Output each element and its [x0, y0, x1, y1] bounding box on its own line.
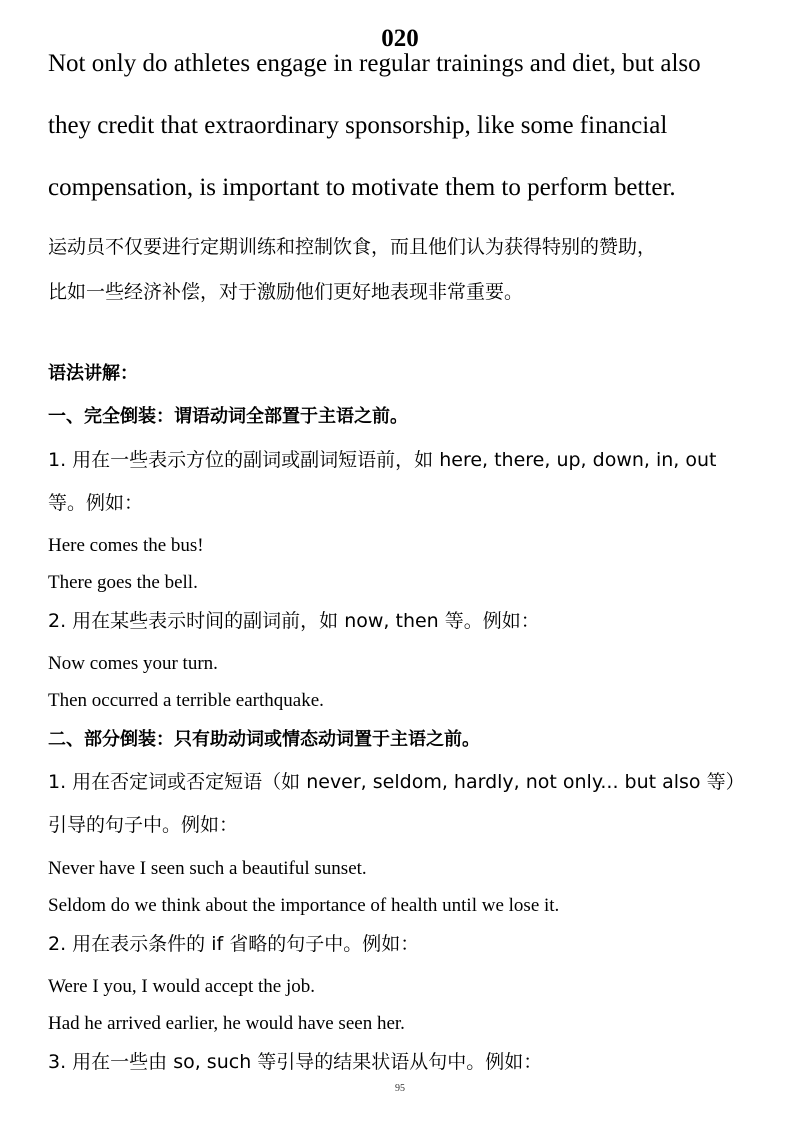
english-sentence-line-2: they credit that extraordinary sponsorship, like some financial: [48, 112, 668, 139]
english-sentence-line-3: compensation, is important to motivate them to perform better.: [48, 174, 676, 201]
example-sentence: There goes the bell.: [48, 572, 198, 593]
example-sentence: Then occurred a terrible earthquake.: [48, 690, 324, 711]
example-sentence: Here comes the bus!: [48, 535, 204, 556]
chinese-translation-line-1: 运动员不仅要进行定期训练和控制饮食，而且他们认为获得特别的赞助，: [48, 236, 657, 258]
section-2-heading: 二、部分倒装：只有助动词或情态动词置于主语之前。: [48, 729, 480, 750]
example-sentence: Never have I seen such a beautiful sunset.: [48, 858, 367, 879]
example-sentence: Were I you, I would accept the job.: [48, 976, 316, 997]
grammar-title: 语法讲解：: [48, 363, 138, 384]
section-1-rule-1-line-2: 等。例如：: [48, 492, 144, 514]
section-2-rule-2: 2. 用在表示条件的 if 省略的句子中。例如：: [48, 933, 420, 955]
section-2-rule-3: 3. 用在一些由 so, such 等引导的结果状语从句中。例如：: [48, 1051, 543, 1073]
section-1-heading: 一、完全倒装：谓语动词全部置于主语之前。: [48, 406, 408, 427]
section-1-rule-2: 2. 用在某些表示时间的副词前，如 now, then 等。例如：: [48, 610, 540, 632]
section-2-rule-1-line-1: 1. 用在否定词或否定短语（如 never, seldom, hardly, not only... but also 等）: [48, 771, 745, 793]
section-2-rule-1-line-2: 引导的句子中。例如：: [48, 814, 239, 836]
example-sentence: Now comes your turn.: [48, 653, 218, 674]
example-sentence: Had he arrived earlier, he would have seen her.: [48, 1013, 405, 1034]
sentence-number: 020: [381, 25, 419, 52]
page-number: 95: [395, 1083, 405, 1094]
section-1-rule-1-line-1: 1. 用在一些表示方位的副词或副词短语前，如 here, there, up, down, in, out: [48, 449, 717, 471]
chinese-translation-line-2: 比如一些经济补偿，对于激励他们更好地表现非常重要。: [48, 281, 524, 303]
english-sentence-line-1: Not only do athletes engage in regular trainings and diet, but also: [48, 50, 701, 77]
example-sentence: Seldom do we think about the importance of health until we lose it.: [48, 895, 560, 916]
